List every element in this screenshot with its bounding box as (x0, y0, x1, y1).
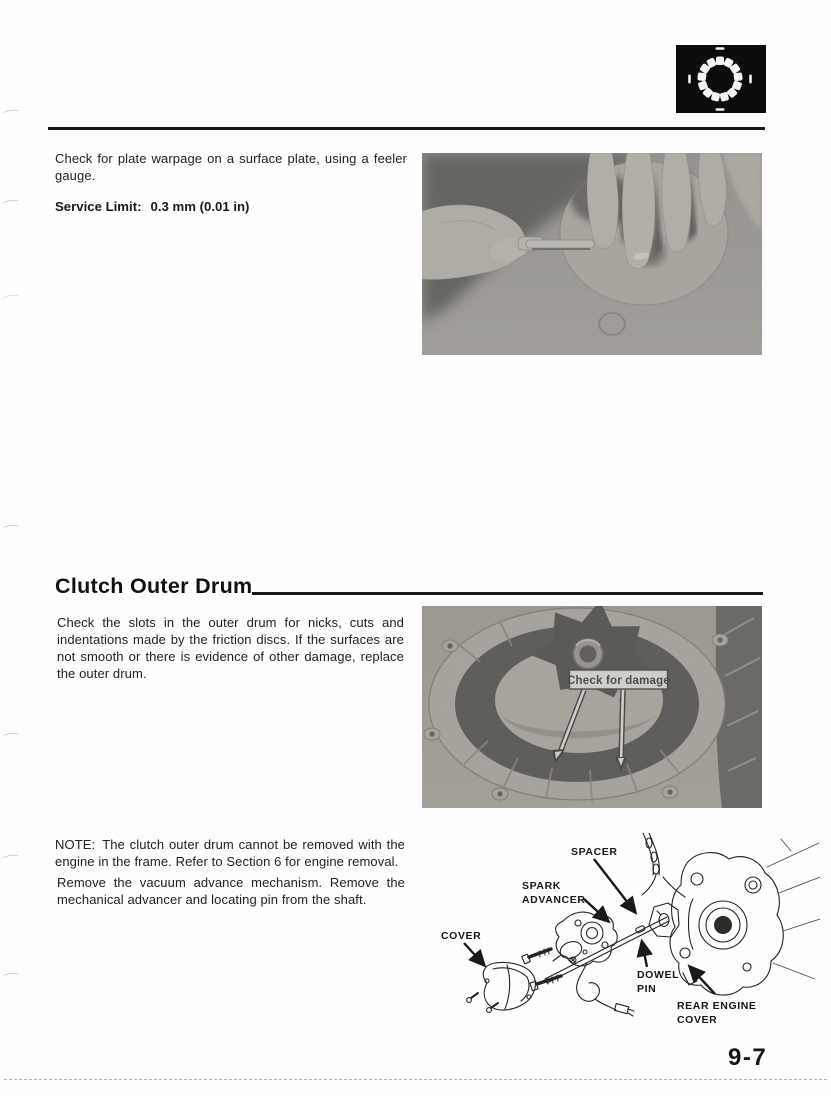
rear-engine-cover-drawing (670, 853, 783, 995)
page-number: 9-7 (728, 1044, 768, 1071)
page-bottom-edge (4, 1079, 827, 1080)
drum-instruction: Check the slots in the outer drum for nicks, cuts and indentations made by the friction discs. If the surfaces are not smooth or there is evidence of other damage, replace the outer drum. (57, 615, 404, 681)
spacer-drawing (649, 903, 679, 937)
heading-rule (252, 592, 763, 595)
clutch-disc-icon (676, 45, 766, 113)
vacuum-advance-exploded-diagram (435, 833, 820, 1033)
label-rear-cover: COVER (677, 1014, 718, 1026)
label-cover: COVER (441, 930, 482, 942)
note-label: NOTE: (55, 837, 96, 852)
binding-mark (2, 854, 20, 863)
photo-callout-text: Check for damage (567, 675, 670, 687)
binding-mark (2, 972, 20, 981)
removal-instruction: Remove the vacuum advance mechanism. Remove the mechanical advancer and locating pin from the shaft. (57, 875, 405, 907)
binding-mark (2, 732, 20, 741)
binding-mark (2, 294, 20, 303)
cover-drawing (483, 963, 535, 1011)
label-spacer: SPACER (571, 846, 618, 858)
label-pin: PIN (637, 983, 657, 995)
binding-mark (2, 109, 20, 118)
service-limit-label: Service Limit: (55, 199, 142, 214)
binding-mark (2, 524, 20, 533)
spark-advancer-drawing (553, 912, 634, 1016)
service-limit (55, 199, 249, 214)
label-rear-engine: REAR ENGINE (677, 1000, 757, 1012)
section-heading: Clutch Outer Drum (55, 574, 253, 598)
warpage-instruction: Check for plate warpage on a surface plate, using a feeler gauge. (55, 151, 407, 183)
label-dowel: DOWEL (637, 969, 680, 981)
service-limit-value: 0.3 mm (0.01 in) (150, 199, 250, 214)
binding-mark (2, 199, 20, 208)
label-advancer: ADVANCER (522, 894, 586, 906)
warpage-check-photo (422, 153, 762, 355)
outer-drum-photo (422, 606, 762, 808)
label-spark: SPARK (522, 880, 561, 892)
note-paragraph (55, 836, 405, 870)
header-rule (48, 127, 765, 130)
section-tab (676, 45, 766, 113)
note-text: The clutch outer drum cannot be removed with the engine in the frame. Refer to Section 6 for engine removal. (55, 837, 405, 869)
